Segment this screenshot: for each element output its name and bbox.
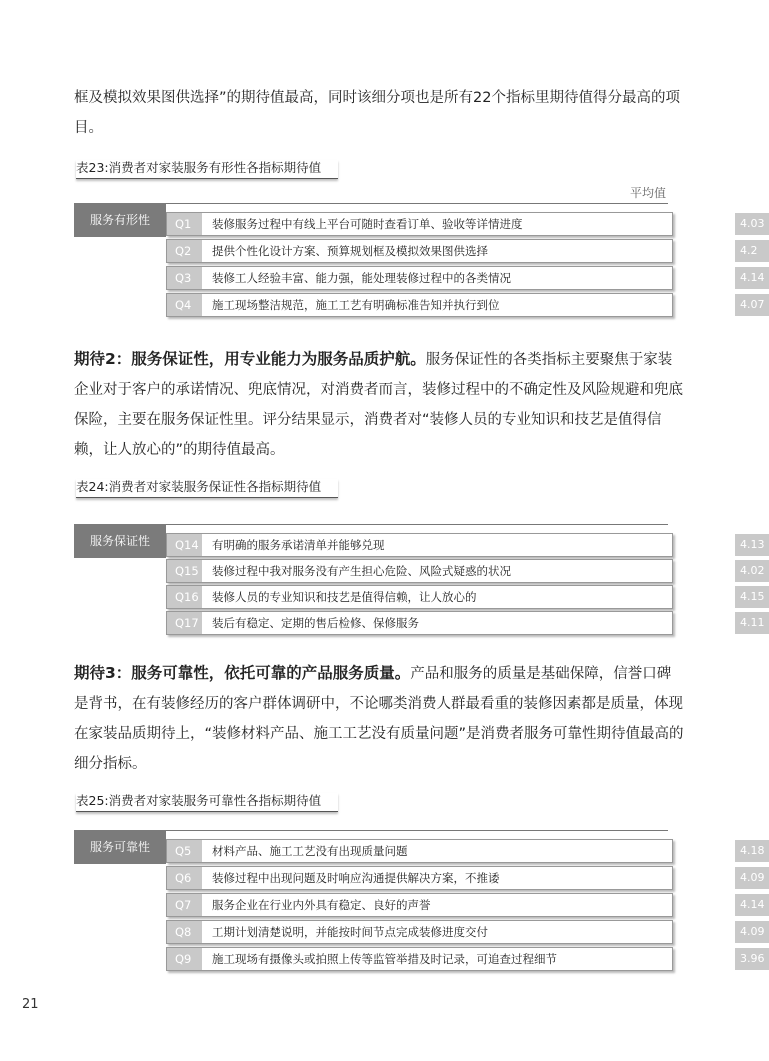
paragraph-expectation-3 bbox=[74, 658, 684, 779]
row-code: Q6 bbox=[167, 867, 202, 889]
intro-paragraph bbox=[74, 83, 684, 143]
paragraph-body: 服务保证性的各类指标主要聚焦于家装企业对于客户的承诺情况、兜底情况，对消费者而言，装修过程中的不确定性及风险规避和兜底保险，主要在服务保证性里。评分结果显示，消费者对“装修人员的专业知识和技艺是值得信赖，让人放心的”的期待值最高。 bbox=[74, 352, 683, 458]
table-row bbox=[166, 866, 765, 890]
row-text: 装修过程中我对服务没有产生担心危险、风险式疑惑的状况 bbox=[212, 564, 511, 578]
row-text: 有明确的服务承诺清单并能够兑现 bbox=[212, 538, 385, 552]
table-row bbox=[166, 559, 765, 583]
row-code: Q16 bbox=[167, 586, 202, 608]
table-top-line bbox=[166, 830, 668, 831]
row-text: 提供个性化设计方案、预算规划框及模拟效果图供选择 bbox=[212, 244, 488, 258]
table-row bbox=[166, 239, 758, 263]
table-25-title: 表25:消费者对家装服务可靠性各指标期待值 bbox=[76, 793, 338, 812]
row-value: 4.11 bbox=[735, 612, 769, 634]
row-text: 施工现场有摄像头或拍照上传等监管举措及时记录，可追查过程细节 bbox=[212, 952, 557, 966]
row-value: 4.09 bbox=[735, 921, 769, 943]
row-text: 装修服务过程中有线上平台可随时查看订单、验收等详情进度 bbox=[212, 217, 523, 231]
row-code: Q2 bbox=[167, 240, 202, 262]
row-text: 装修工人经验丰富、能力强，能处理装修过程中的各类情况 bbox=[212, 271, 511, 285]
row-text: 装后有稳定、定期的售后检修、保修服务 bbox=[212, 616, 419, 630]
row-code: Q1 bbox=[167, 213, 202, 235]
table-row bbox=[166, 611, 765, 635]
page-number: 21 bbox=[22, 997, 39, 1012]
paragraph-body: 产品和服务的质量是基础保障，信誉口碑是背书，在有装修经历的客户群体调研中，不论哪类消费人群最看重的装修因素都是质量，体现在家装品质期待上，“装修材料产品、施工工艺没有质量问题”是消费者服务可靠性期待值最高的细分指标。 bbox=[74, 666, 684, 772]
table-row bbox=[166, 947, 765, 971]
row-text: 工期计划清楚说明，并能按时间节点完成装修进度交付 bbox=[212, 925, 488, 939]
row-code: Q15 bbox=[167, 560, 202, 582]
table-23-title: 表23:消费者对家装服务有形性各指标期待值 bbox=[76, 160, 338, 179]
row-value: 4.09 bbox=[735, 867, 769, 889]
row-value: 4.18 bbox=[735, 840, 769, 862]
table-top-line bbox=[166, 524, 668, 525]
row-value: 4.14 bbox=[735, 267, 769, 289]
row-code: Q17 bbox=[167, 612, 202, 634]
row-value: 4.13 bbox=[735, 534, 769, 556]
average-header: 平均值 bbox=[629, 186, 666, 200]
row-value: 4.2 bbox=[735, 240, 769, 262]
table-row bbox=[166, 533, 765, 557]
row-code: Q9 bbox=[167, 948, 202, 970]
row-value: 4.07 bbox=[735, 294, 769, 316]
row-text: 材料产品、施工工艺没有出现质量问题 bbox=[212, 844, 408, 858]
row-value: 3.96 bbox=[735, 948, 769, 970]
table-row bbox=[166, 266, 765, 290]
row-text: 装修过程中出现问题及时响应沟通提供解决方案，不推诿 bbox=[212, 871, 500, 885]
paragraph-lead: 期待3：服务可靠性，依托可靠的产品服务质量。 bbox=[74, 664, 411, 682]
row-code: Q3 bbox=[167, 267, 202, 289]
row-text: 服务企业在行业内外具有稳定、良好的声誉 bbox=[212, 898, 431, 912]
paragraph-expectation-2 bbox=[74, 344, 684, 465]
row-code: Q4 bbox=[167, 294, 202, 316]
intro-text: 框及模拟效果图供选择”的期待值最高，同时该细分项也是所有22个指标里期待值得分最高的项目。 bbox=[74, 90, 680, 136]
table-row bbox=[166, 585, 765, 609]
row-code: Q8 bbox=[167, 921, 202, 943]
row-value: 4.03 bbox=[735, 213, 769, 235]
category-label: 服务可靠性 bbox=[74, 830, 166, 864]
row-text: 施工现场整洁规范，施工工艺有明确标准告知并执行到位 bbox=[212, 298, 500, 312]
row-value: 4.14 bbox=[735, 894, 769, 916]
row-code: Q14 bbox=[167, 534, 202, 556]
paragraph-lead: 期待2：服务保证性，用专业能力为服务品质护航。 bbox=[74, 350, 426, 368]
category-label: 服务保证性 bbox=[74, 524, 166, 558]
table-row bbox=[166, 920, 765, 944]
row-code: Q7 bbox=[167, 894, 202, 916]
row-text: 装修人员的专业知识和技艺是值得信赖，让人放心的 bbox=[212, 590, 477, 604]
row-value: 4.15 bbox=[735, 586, 769, 608]
table-row bbox=[166, 293, 765, 317]
row-code: Q5 bbox=[167, 840, 202, 862]
category-label: 服务有形性 bbox=[74, 203, 166, 237]
table-row bbox=[166, 839, 765, 863]
row-value: 4.02 bbox=[735, 560, 769, 582]
table-row bbox=[166, 893, 765, 917]
table-24-title: 表24:消费者对家装服务保证性各指标期待值 bbox=[76, 479, 338, 498]
table-top-line bbox=[166, 203, 668, 204]
table-row bbox=[166, 212, 765, 236]
